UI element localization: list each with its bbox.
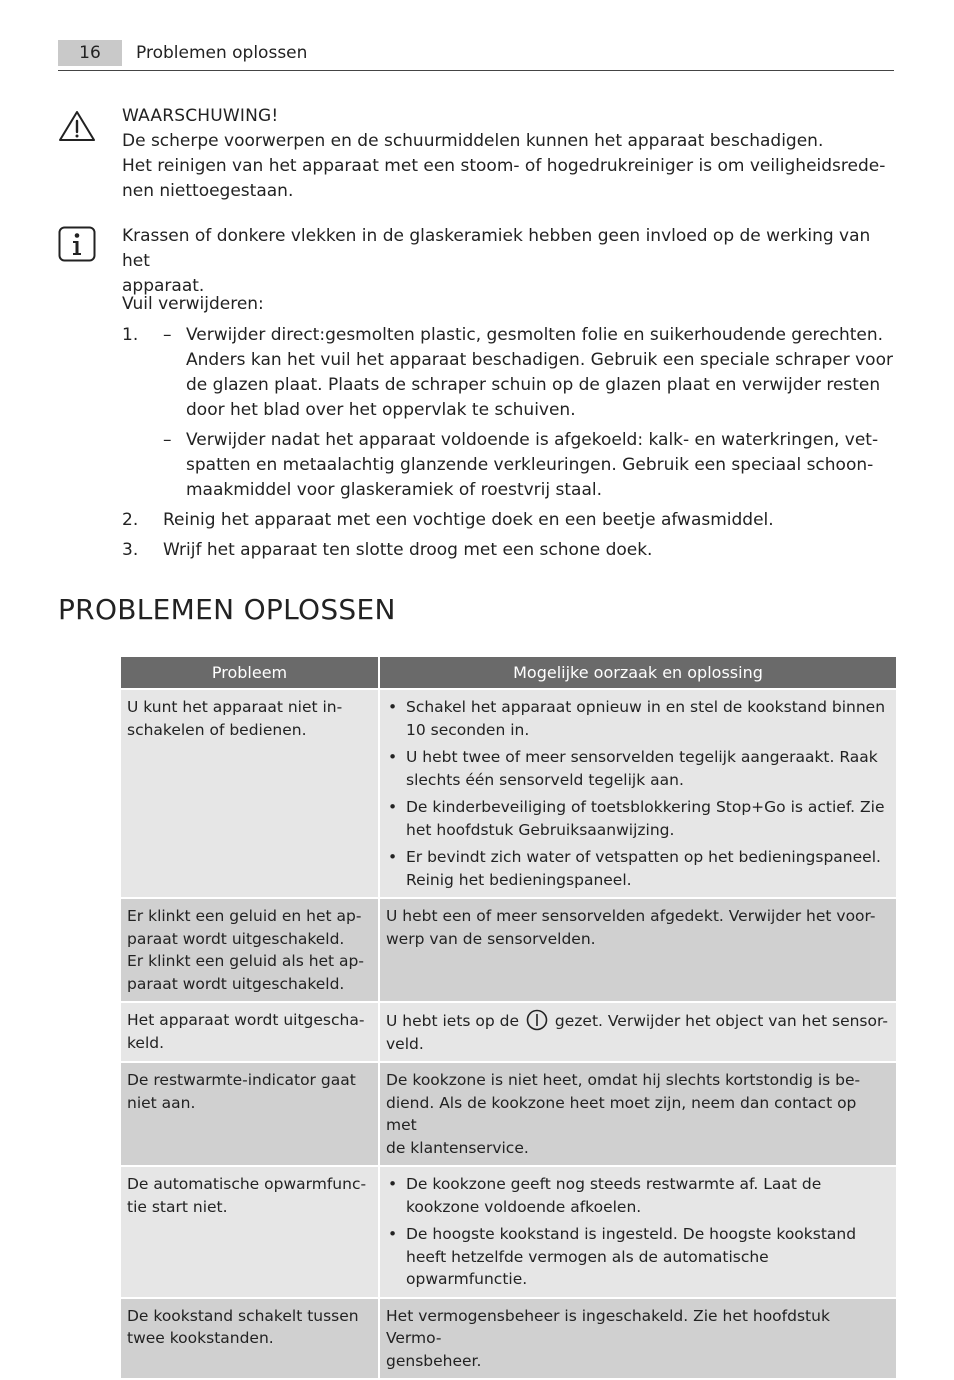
step-2-text: Reinig het apparaat met een vochtige doek en een beetje afwasmiddel. bbox=[163, 510, 774, 530]
step-2-number: 2. bbox=[122, 510, 139, 530]
solution-cell: U hebt een of meer sensorvelden afgedekt. Verwijder het voor- werp van de sensorvelden. bbox=[380, 899, 896, 1001]
solution-list bbox=[386, 696, 890, 891]
bullet: • bbox=[388, 698, 398, 716]
solution-cell: De kookzone is niet heet, omdat hij slechts kortstondig is be- diend. Als de kookzone heet moet zijn, neem dan contact op met de klantenservice. bbox=[380, 1063, 896, 1165]
bullet-text: U hebt twee of meer sensorvelden tegelijk aangeraakt. Raak slechts één sensorveld tegelijk aan. bbox=[406, 748, 878, 789]
warning-block bbox=[122, 104, 894, 204]
step-1a-line: Verwijder direct:gesmolten plastic, gesmolten folie en suikerhoudende gerechten. bbox=[186, 325, 884, 345]
solution-cell bbox=[380, 1003, 896, 1061]
problem-cell: U kunt het apparaat niet in- schakelen of bedienen. bbox=[121, 690, 378, 897]
solution-cell: Het vermogensbeheer is ingeschakeld. Zie het hoofdstuk Vermo- gensbeheer. bbox=[380, 1299, 896, 1379]
step-1a-line: Anders kan het vuil het apparaat beschadigen. Gebruik een speciale schraper voor bbox=[186, 350, 893, 370]
list-item bbox=[386, 1173, 890, 1218]
bullet-text: De kookzone geeft nog steeds restwarmte af. Laat de kookzone voldoende afkoelen. bbox=[406, 1175, 822, 1216]
problem-cell: Er klinkt een geluid en het ap- paraat wordt uitgeschakeld. Er klinkt een geluid als het ap- paraat wordt uitgeschakeld. bbox=[121, 899, 378, 1001]
table-row bbox=[121, 690, 896, 897]
bullet-text: De kinderbeveiliging of toetsblokkering Stop+Go is actief. Zie het hoofdstuk Gebruiksaanwijzing. bbox=[406, 798, 885, 839]
problem-cell: De automatische opwarmfunc- tie start niet. bbox=[121, 1167, 378, 1297]
problem-cell: De kookstand schakelt tussen twee kookstanden. bbox=[121, 1299, 378, 1379]
table-row bbox=[121, 1003, 896, 1061]
bullet: • bbox=[388, 798, 398, 816]
step-1b-dash: – bbox=[163, 430, 172, 450]
info-icon bbox=[58, 226, 96, 262]
bullet-text: Schakel het apparaat opnieuw in en stel de kookstand binnen 10 seconden in. bbox=[406, 698, 886, 739]
warning-triangle-icon bbox=[58, 110, 96, 142]
info-line-2: apparaat. bbox=[122, 276, 205, 296]
bullet-text: Er bevindt zich water of vetspatten op het bedieningspaneel. Reinig het bedieningspaneel. bbox=[406, 848, 881, 889]
table-row bbox=[121, 1063, 896, 1165]
table-row bbox=[121, 899, 896, 1001]
section-title: PROBLEMEN OPLOSSEN bbox=[58, 593, 396, 626]
solution-text-post: gezet. Verwijder het object van het sensor- veld. bbox=[386, 1012, 888, 1053]
info-block bbox=[122, 224, 894, 299]
bullet-text: De hoogste kookstand is ingesteld. De hoogste kookstand heeft hetzelfde vermogen als de automatische opwarmfunctie. bbox=[406, 1225, 857, 1288]
problem-cell: De restwarmte-indicator gaat niet aan. bbox=[121, 1063, 378, 1165]
column-header-problem: Probleem bbox=[121, 657, 378, 688]
warning-line-2a: Het reinigen van het apparaat met een stoom- of hogedrukreiniger is om veiligheidsrede- bbox=[122, 156, 886, 176]
troubleshooting-table bbox=[119, 655, 898, 1380]
table-header-row bbox=[121, 657, 896, 688]
bullet: • bbox=[388, 748, 398, 766]
list-item bbox=[386, 696, 890, 741]
table-row bbox=[121, 1167, 896, 1297]
page-header bbox=[58, 40, 894, 71]
step-1a-text bbox=[186, 323, 894, 423]
page-number: 16 bbox=[58, 40, 122, 66]
solution-cell bbox=[380, 690, 896, 897]
step-1a-line: door het blad over het oppervlak te schuiven. bbox=[186, 400, 576, 420]
table-row bbox=[121, 1299, 896, 1379]
list-item bbox=[386, 796, 890, 841]
header-title: Problemen oplossen bbox=[136, 43, 308, 63]
cleaning-intro: Vuil verwijderen: bbox=[122, 294, 264, 314]
list-item bbox=[386, 746, 890, 791]
info-line-1: Krassen of donkere vlekken in de glaskeramiek hebben geen invloed op de werking van het bbox=[122, 226, 871, 271]
step-1b-line: maakmiddel voor glaskeramiek of roestvrij staal. bbox=[186, 480, 603, 500]
warning-heading: WAARSCHUWING! bbox=[122, 106, 279, 126]
list-item bbox=[386, 846, 890, 891]
step-1-number: 1. bbox=[122, 325, 139, 345]
solution-list bbox=[386, 1173, 890, 1291]
step-3-text: Wrijf het apparaat ten slotte droog met een schone doek. bbox=[163, 540, 653, 560]
step-3-number: 3. bbox=[122, 540, 139, 560]
bullet: • bbox=[388, 1225, 398, 1243]
warning-line-1: De scherpe voorwerpen en de schuurmiddelen kunnen het apparaat beschadigen. bbox=[122, 131, 824, 151]
bullet: • bbox=[388, 848, 398, 866]
warning-line-2b: nen niettoegestaan. bbox=[122, 181, 294, 201]
step-1a-dash: – bbox=[163, 325, 172, 345]
step-1b-line: spatten en metaalachtig glanzende verkleuringen. Gebruik een speciaal schoon- bbox=[186, 455, 874, 475]
problem-cell: Het apparaat wordt uitgescha- keld. bbox=[121, 1003, 378, 1061]
bullet: • bbox=[388, 1175, 398, 1193]
step-1a-line: de glazen plaat. Plaats de schraper schuin op de glazen plaat en verwijder resten bbox=[186, 375, 881, 395]
column-header-solution: Mogelijke oorzaak en oplossing bbox=[380, 657, 896, 688]
step-1b-text bbox=[186, 428, 894, 503]
power-icon bbox=[526, 1009, 548, 1031]
step-1b-line: Verwijder nadat het apparaat voldoende is afgekoeld: kalk- en waterkringen, vet- bbox=[186, 430, 879, 450]
solution-cell bbox=[380, 1167, 896, 1297]
list-item bbox=[386, 1223, 890, 1291]
solution-text-pre: U hebt iets op de bbox=[386, 1012, 520, 1030]
